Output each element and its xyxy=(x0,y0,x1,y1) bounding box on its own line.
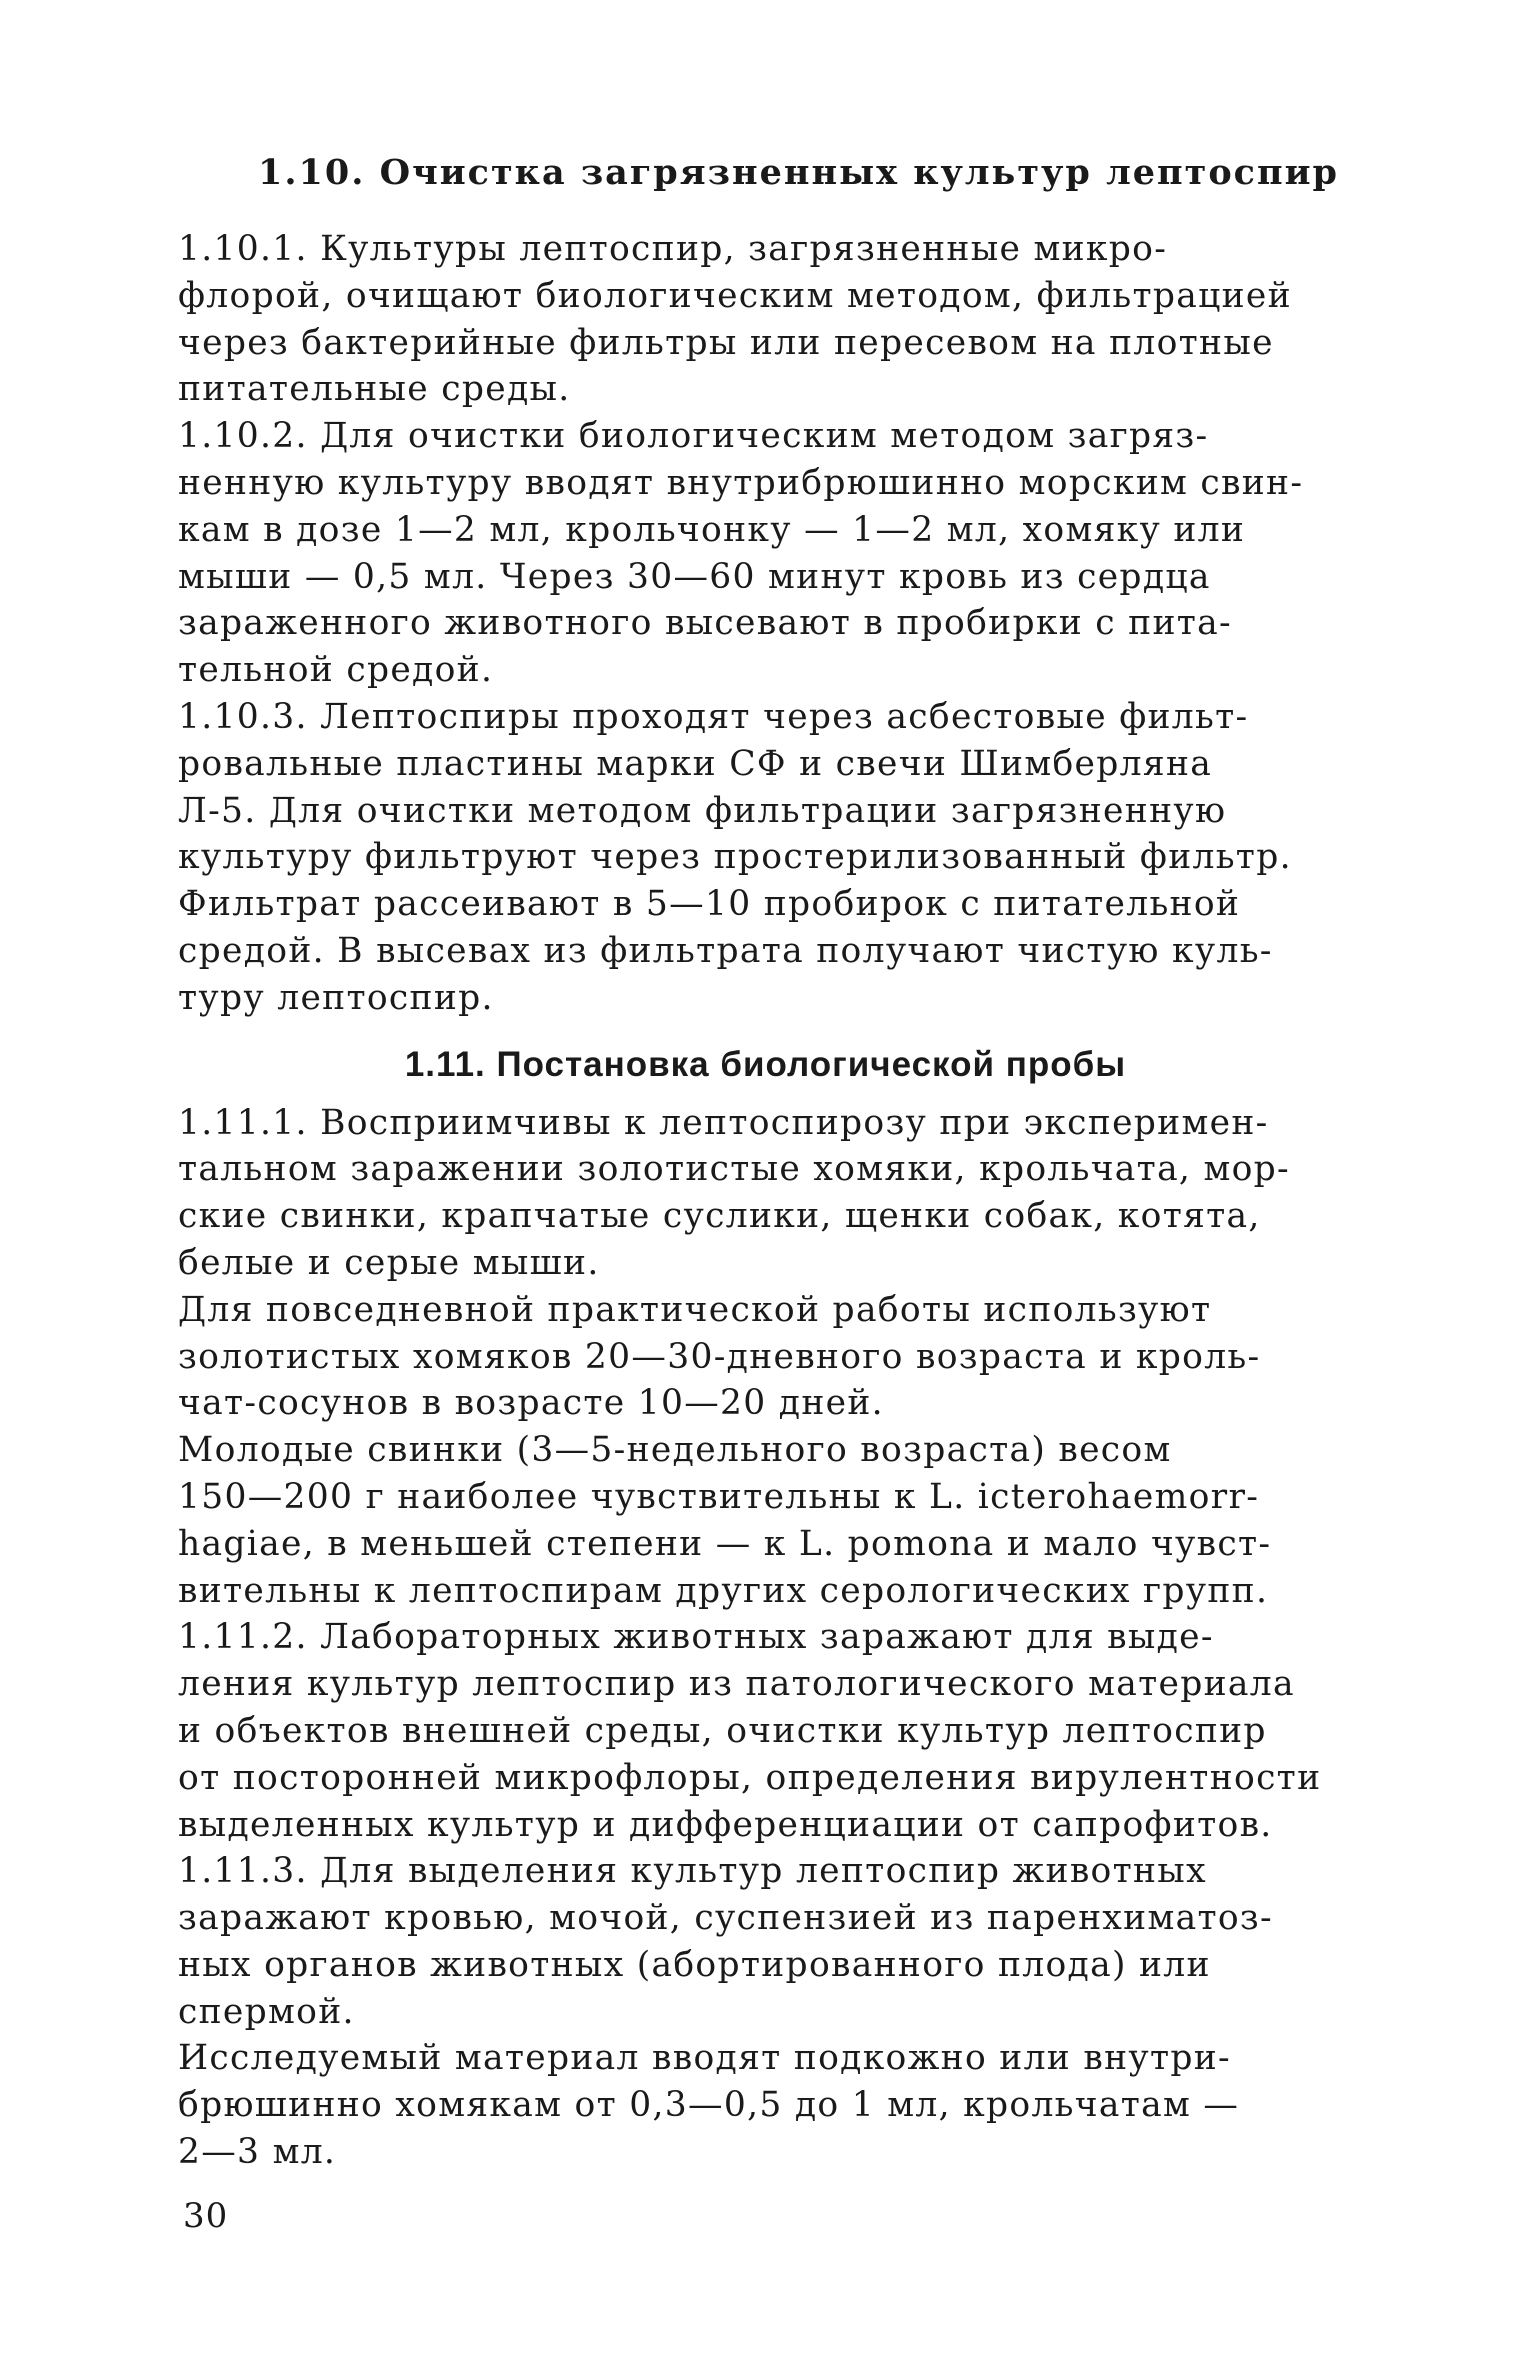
text-line: туру лептоспир. xyxy=(178,977,494,1018)
text-line: вительны к лептоспирам других серологических групп. xyxy=(178,1570,1269,1611)
text-line: зараженного животного высевают в пробирки с пита- xyxy=(178,603,1232,644)
text-line: 150—200 г наиболее чувствительны к L. icterohaemorr- xyxy=(178,1476,1260,1517)
text-line: заражают кровью, мочой, суспензией из паренхиматоз- xyxy=(178,1898,1273,1939)
text-line: ские свинки, крапчатые суслики, щенки собак, котята, xyxy=(178,1196,1261,1237)
text-line: ных органов животных (абортированного плода) или xyxy=(178,1944,1211,1985)
paragraph xyxy=(178,694,1353,1022)
text-line: ненную культуру вводят внутрибрюшинно морским свин- xyxy=(178,462,1304,503)
text-line: Для повседневной практической работы используют xyxy=(178,1289,1212,1330)
text-line: от посторонней микрофлоры, определения вирулентности xyxy=(178,1757,1322,1798)
section-1-10-body xyxy=(178,226,1353,1022)
text-line: через бактерийные фильтры или пересевом на плотные xyxy=(178,322,1274,363)
text-line: 1.11.1. Восприимчивы к лептоспирозу при эксперимен- xyxy=(178,1102,1269,1143)
text-line: чат-сосунов в возрасте 10—20 дней. xyxy=(178,1383,884,1424)
text-line: флорой, очищают биологическим методом, фильтрацией xyxy=(178,275,1292,316)
text-line: питательные среды. xyxy=(178,369,571,410)
text-line: hagiae, в меньшей степени — к L. pomona и мало чувст- xyxy=(178,1523,1272,1564)
text-line: мыши — 0,5 мл. Через 30—60 минут кровь из сердца xyxy=(178,556,1211,597)
text-line: кам в дозе 1—2 мл, крольчонку — 1—2 мл, хомяку или xyxy=(178,509,1246,550)
section-heading-1-11: 1.11. Постановка биологической пробы xyxy=(404,1044,1127,1084)
text-line: и объектов внешней среды, очистки культур лептоспир xyxy=(178,1710,1267,1751)
text-line: ровальные пластины марки СФ и свечи Шимберляна xyxy=(178,743,1213,784)
section-heading-1-10: 1.10. Очистка загрязненных культур лептоспир xyxy=(258,152,1340,193)
section-1-11-body xyxy=(178,1100,1353,2176)
text-line: тальном заражении золотистые хомяки, крольчата, мор- xyxy=(178,1149,1291,1190)
text-line: выделенных культур и дифференциации от сапрофитов. xyxy=(178,1804,1273,1845)
text-line: 1.10.2. Для очистки биологическим методом загряз- xyxy=(178,416,1209,457)
text-line: 1.11.3. Для выделения культур лептоспир животных xyxy=(178,1851,1207,1892)
text-line: белые и серые мыши. xyxy=(178,1242,600,1283)
text-line: Фильтрат рассеивают в 5—10 пробирок с питательной xyxy=(178,884,1241,925)
text-line: 1.10.3. Лептоспиры проходят через асбестовые фильт- xyxy=(178,696,1249,737)
text-line: ления культур лептоспир из патологического материала xyxy=(178,1664,1295,1705)
text-line: культуру фильтруют через простерилизованный фильтр. xyxy=(178,837,1292,878)
text-line: спермой. xyxy=(178,1991,355,2032)
paragraph xyxy=(178,1427,1353,1614)
paragraph xyxy=(178,1287,1353,1427)
paragraph xyxy=(178,2035,1353,2175)
paragraph xyxy=(178,226,1353,413)
text-line: Исследуемый материал вводят подкожно или внутри- xyxy=(178,2038,1232,2079)
text-line: брюшинно хомякам от 0,3—0,5 до 1 мл, крольчатам — xyxy=(178,2085,1240,2126)
text-line: 1.11.2. Лабораторных животных заражают для выде- xyxy=(178,1617,1214,1658)
paragraph xyxy=(178,1848,1353,2035)
text-line: золотистых хомяков 20—30-дневного возраста и кроль- xyxy=(178,1336,1261,1377)
paragraph xyxy=(178,413,1353,694)
text-line: тельной средой. xyxy=(178,650,494,691)
text-line: Молодые свинки (3—5-недельного возраста) весом xyxy=(178,1430,1172,1471)
page-content xyxy=(178,150,1353,2176)
text-line: 1.10.1. Культуры лептоспир, загрязненные микро- xyxy=(178,229,1168,269)
text-line: Л-5. Для очистки методом фильтрации загрязненную xyxy=(178,790,1227,831)
paragraph xyxy=(178,1100,1353,1287)
paragraph xyxy=(178,1614,1353,1848)
page-number: 30 xyxy=(183,2196,229,2236)
text-line: средой. В высевах из фильтрата получают чистую куль- xyxy=(178,930,1273,971)
text-line: 2—3 мл. xyxy=(178,2132,337,2173)
